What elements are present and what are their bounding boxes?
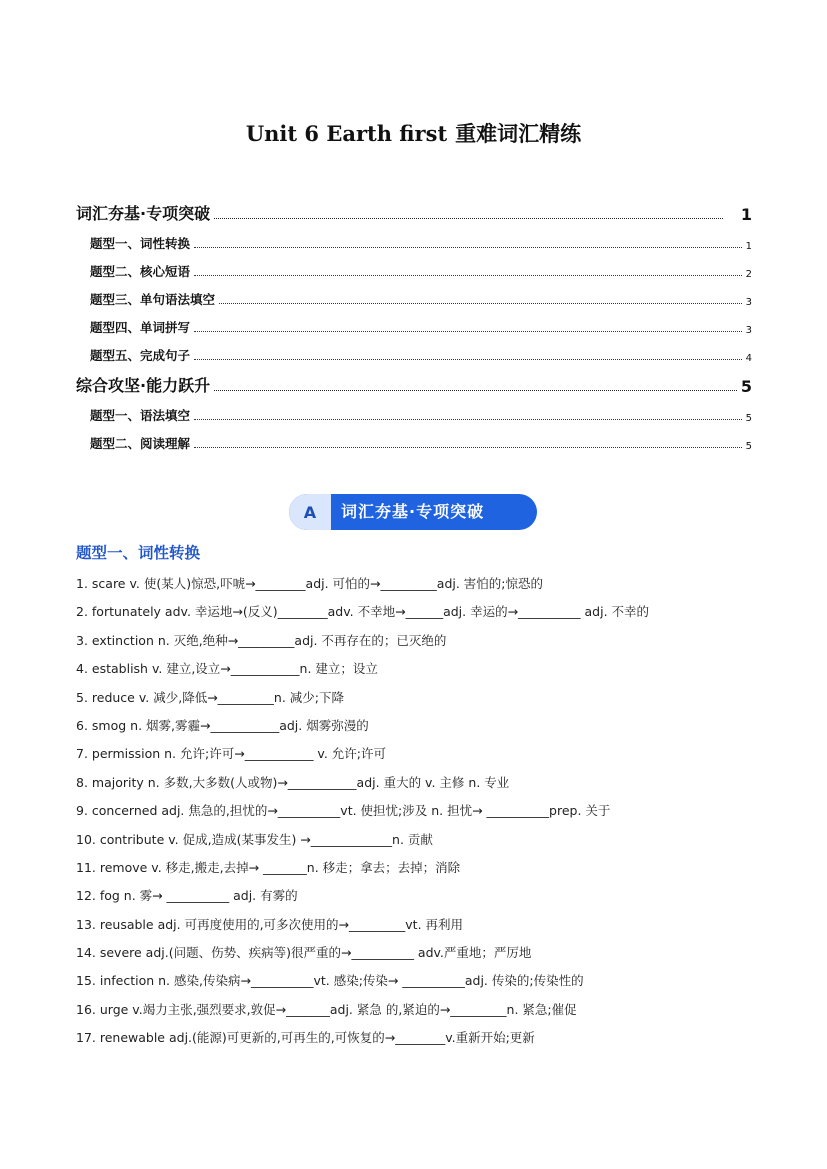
banner-badge: A [289,494,331,530]
toc-label: 词汇夯基·专项突破 [76,204,211,223]
toc-entry[interactable] [76,308,752,336]
exercise-item: 17. renewable adj.(能源)可更新的,可再生的,可恢复的→________v.重新开始;更新 [76,1030,535,1046]
exercise-item: 6. smog n. 烟雾,雾霾→___________adj. 烟雾弥漫的 [76,717,369,733]
toc-entry[interactable] [76,192,752,224]
exercise-item: 16. urge v.竭力主张,强烈要求,敦促→_______adj. 紧急 的,紧迫的→_________n. 紧急;催促 [76,1001,577,1017]
toc-leader [214,389,737,391]
exercise-item: 1. scare v. 使(某人)惊恐,吓唬→________adj. 可怕的→_________adj. 害怕的;惊恐的 [76,576,544,591]
toc-leader [194,246,742,248]
toc-page: 1 [745,241,752,252]
toc-page: 5 [740,377,752,396]
toc-leader [194,418,742,420]
toc-page: 4 [745,353,752,364]
table-of-contents [76,192,752,452]
toc-label: 题型一、语法填空 [90,408,191,423]
toc-page: 5 [745,441,752,452]
title-english: Unit 6 Earth first [245,121,448,146]
toc-label: 题型二、核心短语 [90,264,191,279]
exercise-item: 10. contribute v. 促成,造成(某事发生) →_____________n. 贡献 [76,831,433,847]
exercise-item: 9. concerned adj. 焦急的,担忧的→__________vt. 使担忧;涉及 n. 担忧→ __________prep. 关于 [76,803,611,819]
toc-entry[interactable] [76,364,752,396]
toc-label: 题型二、阅读理解 [90,436,191,451]
toc-leader [194,274,742,276]
toc-entry[interactable] [76,396,752,424]
title-chinese: 重难词汇精练 [455,122,582,146]
toc-leader [194,446,742,448]
toc-label: 题型三、单句语法填空 [90,292,216,307]
exercise-item: 12. fog n. 雾→ __________ adj. 有雾的 [76,888,298,904]
exercise-item: 14. severe adj.(问题、伤势、疾病等)很严重的→__________ adv.严重地；严厉地 [76,945,532,961]
toc-label: 题型一、词性转换 [90,236,191,251]
exercise-item: 4. establish v. 建立,设立→___________n. 建立；设立 [76,661,378,677]
toc-entry[interactable] [76,280,752,308]
exercise-item: 13. reusable adj. 可再度使用的,可多次使用的→_________vt. 再利用 [76,916,464,932]
toc-leader [194,330,742,332]
toc-label: 题型四、单词拼写 [90,320,191,335]
toc-entry[interactable] [76,252,752,280]
toc-leader [214,217,723,219]
exercise-item: 11. remove v. 移走,搬走,去掉→ _______n. 移走；拿去；去掉；消除 [76,859,461,875]
toc-leader [219,302,742,304]
exercise-item: 8. majority n. 多数,大多数(人或物)→___________adj. 重大的 v. 主修 n. 专业 [76,774,510,790]
toc-leader [194,358,742,360]
exercise-item: 5. reduce v. 减少,降低→_________n. 减少;下降 [76,689,344,705]
toc-page: 1 [740,205,752,224]
toc-page: 2 [745,269,752,280]
toc-page: 5 [745,413,752,424]
toc-entry[interactable] [76,424,752,452]
toc-label: 综合攻坚·能力跃升 [76,376,211,395]
section-banner [289,494,537,530]
exercise-item: 3. extinction n. 灭绝,绝种→_________adj. 不再存在的；已灭绝的 [76,632,447,648]
exercise-item: 7. permission n. 允许;许可→___________ v. 允许;许可 [76,746,386,762]
toc-entry[interactable] [76,336,752,364]
banner-title: 词汇夯基·专项突破 [341,502,485,521]
exercise-item: 2. fortunately adv. 幸运地→(反义)________adv. 不幸地→______adj. 幸运的→__________ adj. 不幸的 [76,604,650,620]
exercise-list [76,570,776,1053]
toc-entry[interactable] [76,224,752,252]
toc-page: 3 [745,297,752,308]
section-heading: 题型一、词性转换 [76,544,201,562]
toc-label: 题型五、完成句子 [90,348,191,363]
exercise-item: 15. infection n. 感染,传染病→__________vt. 感染;传染→ __________adj. 传染的;传染性的 [76,973,584,989]
document-title [0,118,827,148]
toc-page: 3 [745,325,752,336]
